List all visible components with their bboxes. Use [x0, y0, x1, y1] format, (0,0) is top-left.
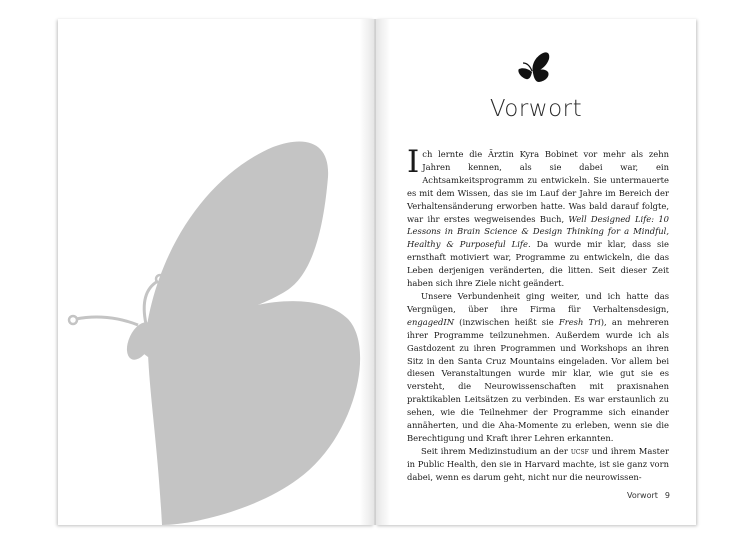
body-text: [407, 144, 670, 484]
running-head: Vorwort: [627, 491, 658, 500]
page-number: 9: [664, 491, 670, 500]
paragraph-3-text-a: Seit ihrem Medizinstudium an der: [421, 445, 571, 456]
book-spread: [58, 19, 696, 525]
butterfly-ornament-icon: [517, 51, 551, 83]
paragraph-1-text-b: . Da wurde mir klar, dass sie ernsthaft motiviert war, Programme zu entwickeln, die das Leben derjenigen veränderten, die litten. Seit dieser Zeit haben sich ihre Ziele nicht geändert.: [407, 239, 669, 289]
company-name: engagedIN: [407, 316, 455, 327]
gutter-shadow-left: [360, 19, 374, 525]
left-page: [58, 19, 374, 525]
paragraph-3-text-b: und ihrem Master in Public Health, den sie in Harvard machte, ist sie ganz vorn dabei, wenn es darum geht, nicht nur die neurowissen-: [407, 445, 669, 482]
page-footer: [627, 491, 670, 500]
university-abbr: ucsf: [570, 445, 589, 456]
chapter-title: Vorwort: [489, 96, 583, 122]
paragraph-1-text-a: ch lernte die Ärztin Kyra Bobinet vor mehr als zehn Jahren kennen, als sie dabei war, ein Achtsamkeitsprogramm zu entwickeln. Sie untermauerte es mit dem Wissen, das sie im Lauf der Jahre im Bereich der Verhaltensänderung erworben hatte. Was bald darauf folgte, war ihr erstes wegweisendes Buch,: [407, 149, 669, 224]
paragraph-2-text-a: Unsere Verbundenheit ging weiter, und ich hatte das Vergnügen, über ihre Firma für Verhaltensdesign,: [407, 290, 669, 314]
paragraph-3: [407, 445, 669, 484]
book-title: Well Designed Life: 10 Lessons in Brain Science & Design Thinking for a Mindful, Healthy & Purposeful Life: [407, 213, 669, 250]
gutter-shadow-right: [376, 19, 390, 525]
company-new-name: Fresh Tri: [558, 316, 601, 327]
paragraph-1: [407, 144, 669, 290]
paragraph-2-text-b: (inzwischen heißt sie: [454, 316, 559, 327]
paragraph-2-text-c: ), an mehreren ihrer Programme teilzunehmen. Außerdem wurde ich als Gastdozent zu ihren Programmen und Workshops an ihren Sitz in den Santa Cruz Mountains eingeladen. Vor allem bei diesen Veranstaltungen wurde mir klar, wie gut sie es versteht, die Neurowissenschaften mit praxisnahen praktikablen Leitsätzen zu verbinden. Es war erstaunlich zu sehen, wie die Teilnehmer der Programme sich einander annäherten, und die Aha-Momente zu erleben, wenn sie die Berechtigung und Kraft ihrer Lehren erkannten.: [407, 316, 670, 443]
paragraph-2: [407, 290, 669, 445]
drop-cap: I: [407, 144, 420, 180]
butterfly-illustration: [58, 19, 374, 525]
right-page: [376, 19, 696, 525]
